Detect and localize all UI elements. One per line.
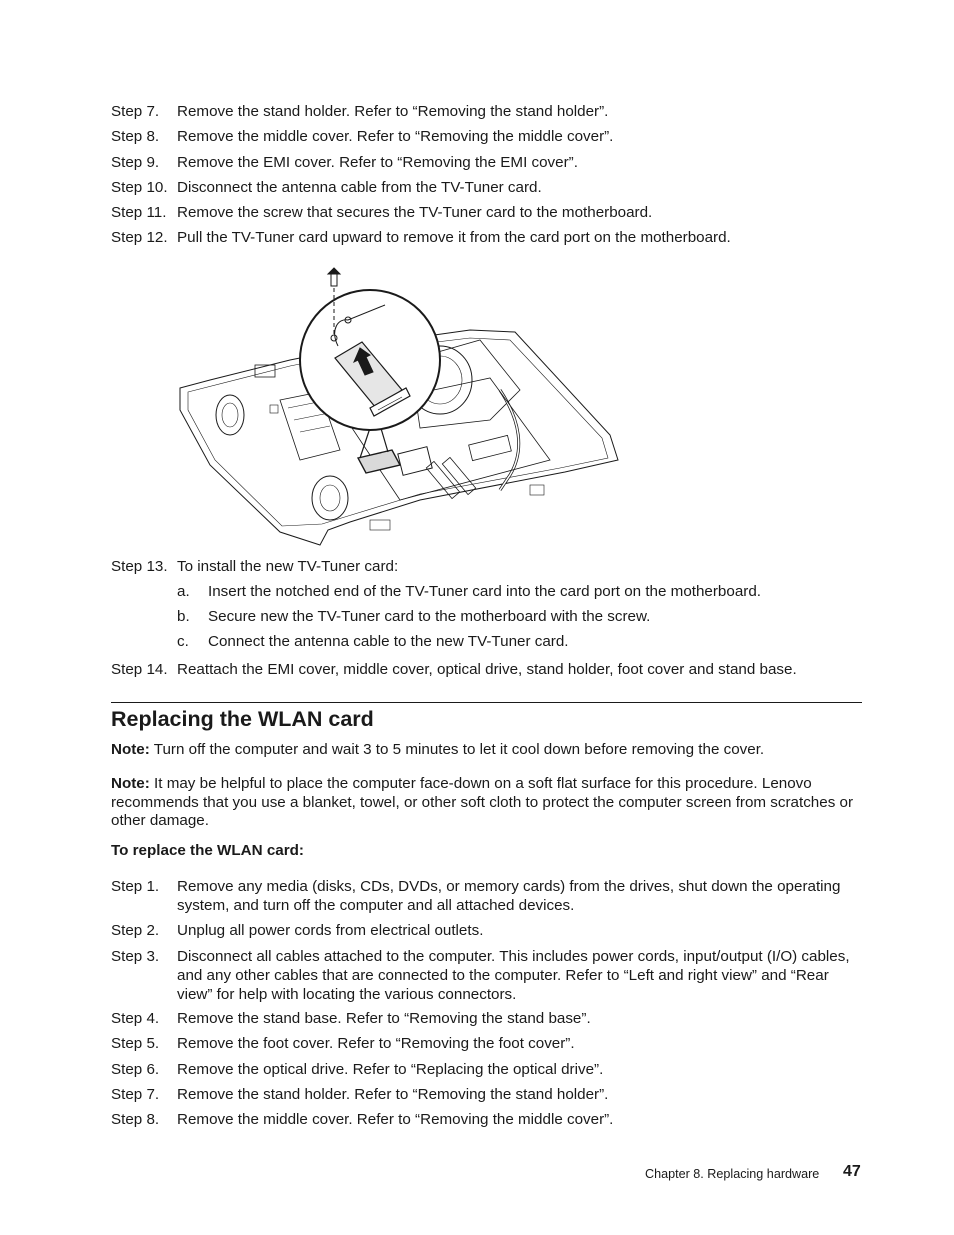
substep-letter: b. [177,608,190,625]
step-number: Step 9. [111,154,160,171]
step-text: Disconnect all cables attached to the computer. This includes power cords, input/output (I/O) cables, and any other cables that are connected to the computer. Refer to “Left and right view” and “Rear view” for help with locating the various connectors. [177,948,850,1003]
step-number: Step 13. [111,558,168,575]
step-number: Step 12. [111,229,168,246]
step-12-top [111,228,863,247]
procedure-title: To replace the WLAN card: [111,842,304,859]
step-text: Unplug all power cords from electrical outlets. [177,922,484,939]
step-1 [111,877,863,915]
step-text: Remove the screw that secures the TV-Tuner card to the motherboard. [177,204,653,221]
step-9-top [111,153,863,172]
step-7-top [111,102,863,121]
step-number: Step 1. [111,878,160,895]
step-text: Reattach the EMI cover, middle cover, optical drive, stand holder, foot cover and stand base. [177,661,797,678]
step-8-top [111,127,863,146]
step-text: Remove the stand base. Refer to “Removing the stand base”. [177,1010,591,1027]
step-11-top [111,203,863,222]
step-number: Step 6. [111,1061,160,1078]
substep-letter: c. [177,633,189,650]
substep-text: Insert the notched end of the TV-Tuner card into the card port on the motherboard. [208,583,761,600]
note-2 [111,775,867,831]
step-6 [111,1060,863,1079]
footer-chapter: Chapter 8. Replacing hardware [645,1167,820,1181]
step-number: Step 14. [111,661,168,678]
step-number: Step 11. [111,204,167,221]
step-2 [111,921,863,940]
step-text: Remove the stand holder. Refer to “Removing the stand holder”. [177,103,609,120]
step-number: Step 8. [111,1111,160,1128]
step-number: Step 4. [111,1010,160,1027]
note-text: Turn off the computer and wait 3 to 5 minutes to let it cool down before removing the cover. [153,741,765,758]
note-label: Note: [111,775,150,792]
step-text: To install the new TV-Tuner card: [177,558,399,575]
section-title: Replacing the WLAN card [111,707,374,731]
step-5 [111,1034,863,1053]
step-number: Step 7. [111,103,160,120]
motherboard-diagram [170,260,625,552]
step-number: Step 8. [111,128,160,145]
step-text: Remove the foot cover. Refer to “Removing the foot cover”. [177,1035,575,1052]
step-text: Remove the optical drive. Refer to “Replacing the optical drive”. [177,1061,604,1078]
step-text: Remove the stand holder. Refer to “Removing the stand holder”. [177,1086,609,1103]
note-text: It may be helpful to place the computer face-down on a soft flat surface for this procedure. Lenovo recommends that you use a blanket, towel, or other soft cloth to protect the computer screen from scratches or other damage. [111,775,854,829]
substep-b [177,607,867,626]
step-text: Remove the middle cover. Refer to “Removing the middle cover”. [177,1111,614,1128]
substep-letter: a. [177,583,190,600]
step-number: Step 2. [111,922,160,939]
step-number: Step 5. [111,1035,160,1052]
tv-tuner-removal-illustration [170,260,625,552]
step-text: Pull the TV-Tuner card upward to remove it from the card port on the motherboard. [177,229,731,246]
step-13 [111,557,863,576]
section-divider [111,702,862,703]
step-3 [111,947,863,1004]
substep-c [177,632,867,651]
substep-text: Secure new the TV-Tuner card to the motherboard with the screw. [208,608,651,625]
step-7 [111,1085,863,1104]
note-1 [111,741,867,760]
step-number: Step 10. [111,179,168,196]
substep-a [177,582,867,601]
page-number: 47 [843,1163,861,1180]
step-number: Step 7. [111,1086,160,1103]
step-text: Remove the EMI cover. Refer to “Removing the EMI cover”. [177,154,578,171]
substep-text: Connect the antenna cable to the new TV-Tuner card. [208,633,569,650]
step-8 [111,1110,863,1129]
step-4 [111,1009,863,1028]
step-10-top [111,178,863,197]
step-text: Disconnect the antenna cable from the TV-Tuner card. [177,179,542,196]
step-number: Step 3. [111,948,160,965]
step-text: Remove any media (disks, CDs, DVDs, or memory cards) from the drives, shut down the operating system, and turn off the computer and all attached devices. [177,878,841,914]
step-text: Remove the middle cover. Refer to “Removing the middle cover”. [177,128,614,145]
note-label: Note: [111,741,150,758]
step-14 [111,660,863,679]
